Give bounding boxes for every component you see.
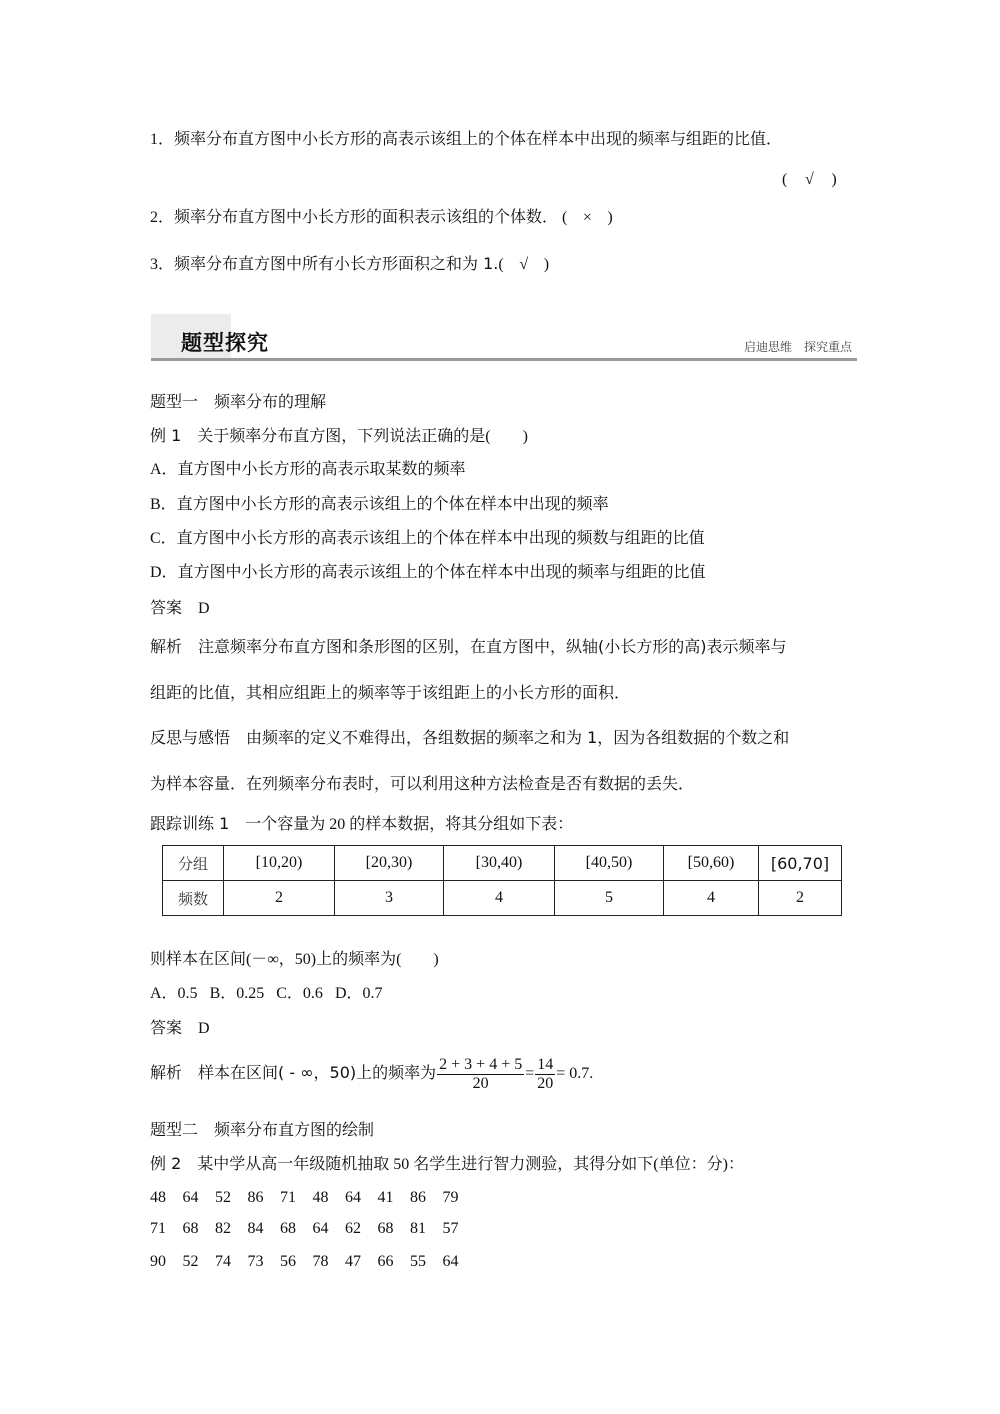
table-cell: [30,40) xyxy=(444,846,555,881)
option-b: B．直方图中小长方形的高表示该组上的个体在样本中出现的频率 xyxy=(150,496,609,513)
type2-heading: 题型二 频率分布直方图的绘制 xyxy=(150,1120,375,1139)
row-header: 频数 xyxy=(163,881,224,916)
option-a: A．0.5 xyxy=(150,985,198,1002)
judgement-mark-1: ( √ ) xyxy=(782,171,837,188)
training-text: 一个容量为 20 的样本数据，将其分组如下表： xyxy=(245,816,574,833)
analysis-text: 样本在区间( - ∞，50)上的频率为 xyxy=(198,1063,437,1083)
numerator: 2 + 3 + 4 + 5 xyxy=(439,1056,523,1073)
answer-label: 答案 xyxy=(150,598,183,617)
item-text: 频率分布直方图中小长方形的高表示该组上的个体在样本中出现的频率与组距的比值． xyxy=(174,129,783,148)
example2 xyxy=(150,1154,744,1175)
section-divider xyxy=(151,358,857,361)
score: 68 xyxy=(280,1220,296,1237)
example-text: 关于频率分布直方图，下列说法正确的是( ) xyxy=(197,428,528,445)
item-number: 1． xyxy=(150,131,175,148)
example-text: 某中学从高一年级随机抽取 50 名学生进行智力测验，其得分如下(单位：分)： xyxy=(197,1156,744,1173)
score: 78 xyxy=(312,1253,329,1270)
table-cell: 4 xyxy=(444,881,555,916)
analysis-2 xyxy=(150,1056,593,1093)
score: 68 xyxy=(377,1220,394,1237)
score: 79 xyxy=(442,1189,459,1206)
score: 64 xyxy=(312,1220,329,1237)
option-d: D．0.7 xyxy=(334,985,383,1002)
score: 48 xyxy=(150,1189,166,1206)
score: 64 xyxy=(345,1189,361,1206)
score: 64 xyxy=(442,1253,459,1270)
example-label: 例 1 xyxy=(150,426,182,445)
training1 xyxy=(150,814,573,835)
table-row-groups xyxy=(163,846,842,881)
table-cell: [50,60) xyxy=(664,846,759,881)
training-options xyxy=(150,984,383,1004)
table-cell: 3 xyxy=(335,881,444,916)
table-cell: [60,70] xyxy=(759,846,842,881)
result-value: = 0.7. xyxy=(556,1065,594,1083)
score: 71 xyxy=(280,1189,296,1206)
analysis-1-line1 xyxy=(150,637,787,657)
analysis-text: 注意频率分布直方图和条形图的区别，在直方图中，纵轴(小长方形的高)表示频率与 xyxy=(198,637,787,656)
row-header: 分组 xyxy=(163,846,224,881)
denominator: 20 xyxy=(472,1075,489,1092)
score: 62 xyxy=(345,1220,361,1237)
score: 84 xyxy=(247,1220,264,1237)
table-cell: 2 xyxy=(224,881,335,916)
table-cell: [40,50) xyxy=(555,846,664,881)
analysis-label: 解析 xyxy=(150,1063,183,1083)
analysis-label: 解析 xyxy=(150,637,183,656)
score: 73 xyxy=(247,1253,264,1270)
table-cell: 4 xyxy=(664,881,759,916)
item-number: 2． xyxy=(150,209,175,226)
item-number: 3． xyxy=(150,256,175,273)
score: 55 xyxy=(410,1253,426,1270)
type1-heading: 题型一 频率分布的理解 xyxy=(150,392,327,411)
answer-value: D xyxy=(198,1020,210,1037)
analysis-1-line2: 组距的比值，其相应组距上的频率等于该组距上的小长方形的面积． xyxy=(150,683,631,702)
section-title: 题型探究 xyxy=(181,331,269,355)
answer-label: 答案 xyxy=(150,1018,183,1037)
example-label: 例 2 xyxy=(150,1154,182,1173)
option-b: B．0.25 xyxy=(209,985,265,1002)
table-cell: [10,20) xyxy=(224,846,335,881)
reflection-label: 反思与感悟 xyxy=(150,728,231,747)
option-c: C．直方图中小长方形的高表示该组上的个体在样本中出现的频数与组距的比值 xyxy=(150,530,705,547)
score: 56 xyxy=(280,1253,296,1270)
fraction-sum xyxy=(437,1056,524,1093)
denominator: 20 xyxy=(537,1075,554,1092)
judgement-item-3: 3．频率分布直方图中所有小长方形面积之和为 1.( √ ) xyxy=(150,254,550,273)
table-cell: [20,30) xyxy=(335,846,444,881)
judgement-item-1 xyxy=(150,129,782,150)
score: 86 xyxy=(410,1189,426,1206)
table-row-counts xyxy=(163,881,842,916)
answer-2 xyxy=(150,1018,210,1039)
example1 xyxy=(150,426,528,447)
score-row-3 xyxy=(150,1252,475,1272)
item-text: 频率分布直方图中小长方形的面积表示该组的个体数． xyxy=(174,207,559,226)
check-mark-icon: √ xyxy=(804,171,814,188)
answer-1 xyxy=(150,598,210,619)
score: 74 xyxy=(215,1253,231,1270)
reflection-text: 由频率的定义不难得出，各组数据的频率之和为 1，因为各组数据的个数之和 xyxy=(246,728,790,747)
score: 68 xyxy=(182,1220,199,1237)
table-cell: 2 xyxy=(759,881,842,916)
score: 52 xyxy=(182,1253,199,1270)
check-mark-icon: √ xyxy=(519,256,529,273)
option-a: A．直方图中小长方形的高表示取某数的频率 xyxy=(150,461,466,478)
score: 64 xyxy=(182,1189,199,1206)
cross-mark-icon: × xyxy=(582,209,592,226)
fraction-result xyxy=(535,1056,555,1093)
training-label: 跟踪训练 1 xyxy=(150,814,230,833)
answer-value: D xyxy=(198,600,210,617)
score: 66 xyxy=(377,1253,394,1270)
item-text: 频率分布直方图中所有小长方形面积之和为 1. xyxy=(174,254,499,273)
reflection-line2: 为样本容量．在列频率分布表时，可以利用这种方法检查是否有数据的丢失． xyxy=(150,774,695,793)
score: 41 xyxy=(377,1189,394,1206)
judgement-item-2: 2．频率分布直方图中小长方形的面积表示该组的个体数． ( × ) xyxy=(150,207,613,226)
score: 82 xyxy=(215,1220,231,1237)
score: 81 xyxy=(410,1220,426,1237)
score: 48 xyxy=(312,1189,329,1206)
frequency-table xyxy=(162,845,842,916)
score: 71 xyxy=(150,1220,166,1237)
score: 86 xyxy=(247,1189,264,1206)
reflection-line1 xyxy=(150,728,789,748)
score: 52 xyxy=(215,1189,231,1206)
table-cell: 5 xyxy=(555,881,664,916)
numerator: 14 xyxy=(537,1056,554,1073)
option-c: C．0.6 xyxy=(276,985,323,1002)
option-d: D．直方图中小长方形的高表示该组上的个体在样本中出现的频率与组距的比值 xyxy=(150,564,706,581)
score: 90 xyxy=(150,1253,166,1270)
score: 57 xyxy=(442,1220,459,1237)
score-row-1 xyxy=(150,1188,475,1208)
score-row-2 xyxy=(150,1219,475,1239)
equals-sign: = xyxy=(525,1065,535,1083)
training-question: 则样本在区间(－∞，50)上的频率为( ) xyxy=(150,951,439,968)
section-subtitle: 启迪思维 探究重点 xyxy=(743,340,852,354)
score: 47 xyxy=(345,1253,361,1270)
